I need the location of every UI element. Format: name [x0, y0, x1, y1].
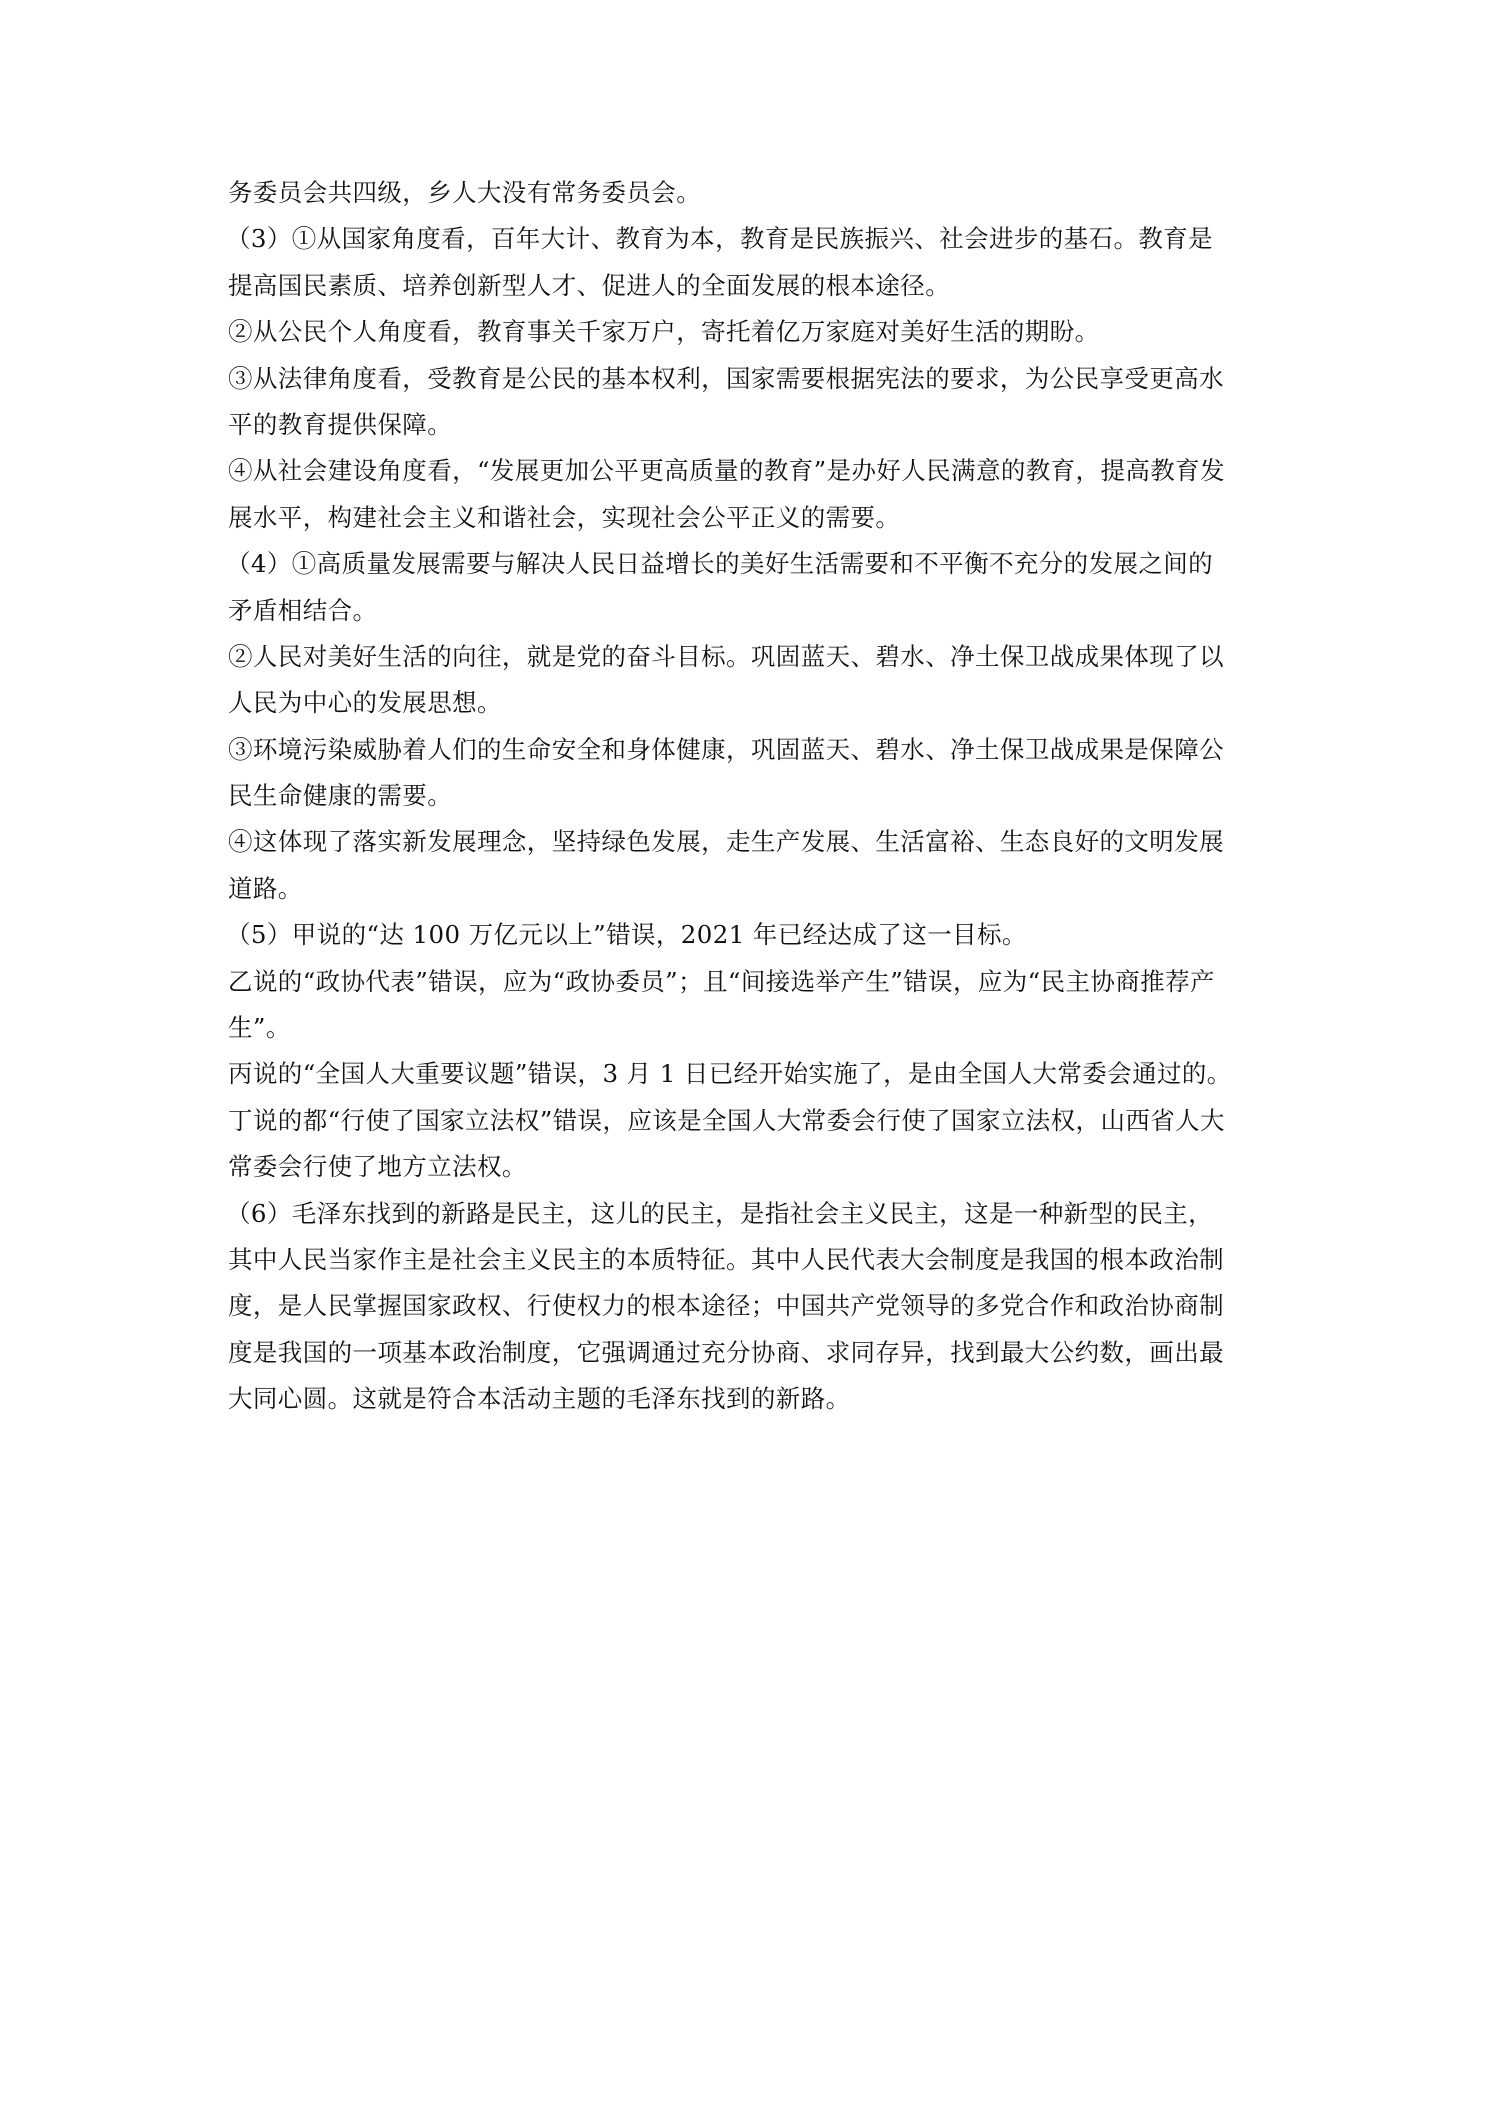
text-line: 丙说的“全国人大重要议题”错误，3 月 1 日已经开始实施了，是由全国人大常委会通过的。 — [228, 1059, 1232, 1089]
text-line: ②人民对美好生活的向往，就是党的奋斗目标。巩固蓝天、碧水、净土保卫战成果体现了以 — [228, 641, 1224, 671]
text-line: （3）①从国家角度看，百年大计、教育为本，教育是民族振兴、社会进步的基石。教育是 — [226, 224, 1214, 254]
text-line: （6）毛泽东找到的新路是民主，这儿的民主，是指社会主义民主，这是一种新型的民主， — [226, 1198, 1214, 1228]
text-line: 务委员会共四级，乡人大没有常务委员会。 — [228, 178, 702, 207]
text-line: ④从社会建设角度看，“发展更加公平更高质量的教育”是办好人民满意的教育，提高教育发 — [228, 456, 1225, 486]
text-line: 其中人民当家作主是社会主义民主的本质特征。其中人民代表大会制度是我国的根本政治制 — [228, 1244, 1224, 1274]
text-line: ③环境污染威胁着人们的生命安全和身体健康，巩固蓝天、碧水、净土保卫战成果是保障公 — [228, 734, 1224, 764]
text-line: 提高国民素质、培养创新型人才、促进人的全面发展的根本途径。 — [228, 270, 951, 300]
text-line: 丁说的都“行使了国家立法权”错误，应该是全国人大常委会行使了国家立法权，山西省人大 — [228, 1105, 1225, 1135]
text-line: 度，是人民掌握国家政权、行使权力的根本途径；中国共产党领导的多党合作和政治协商制 — [228, 1291, 1224, 1321]
text-line: 乙说的“政协代表”错误，应为“政协委员”；且“间接选举产生”错误，应为“民主协商推荐产 — [228, 966, 1215, 996]
answer-text-block — [228, 170, 1270, 1423]
text-line: 展水平，构建社会主义和谐社会，实现社会公平正义的需要。 — [228, 502, 901, 532]
text-line: 矛盾相结合。 — [228, 595, 378, 625]
text-line: 大同心圆。这就是符合本活动主题的毛泽东找到的新路。 — [228, 1384, 851, 1414]
text-line: 民生命健康的需要。 — [228, 781, 453, 811]
text-line: ②从公民个人角度看，教育事关千家万户，寄托着亿万家庭对美好生活的期盼。 — [228, 317, 1100, 347]
text-line: 人民为中心的发展思想。 — [228, 688, 502, 718]
text-line: 平的教育提供保障。 — [228, 409, 453, 439]
text-line: 度是我国的一项基本政治制度，它强调通过充分协商、求同存异，找到最大公约数，画出最 — [228, 1337, 1224, 1367]
text-line: ④这体现了落实新发展理念，坚持绿色发展，走生产发展、生活富裕、生态良好的文明发展 — [228, 827, 1224, 857]
text-line: （4）①高质量发展需要与解决人民日益增长的美好生活需要和不平衡不充分的发展之间的 — [226, 549, 1214, 579]
text-line: （5）甲说的“达 100 万亿元以上”错误，2021 年已经达成了这一目标。 — [226, 920, 1027, 950]
text-line: 道路。 — [228, 873, 303, 903]
text-line: ③从法律角度看，受教育是公民的基本权利，国家需要根据宪法的要求，为公民享受更高水 — [228, 363, 1224, 393]
text-line: 生”。 — [228, 1013, 291, 1043]
text-line: 常委会行使了地方立法权。 — [228, 1152, 527, 1182]
